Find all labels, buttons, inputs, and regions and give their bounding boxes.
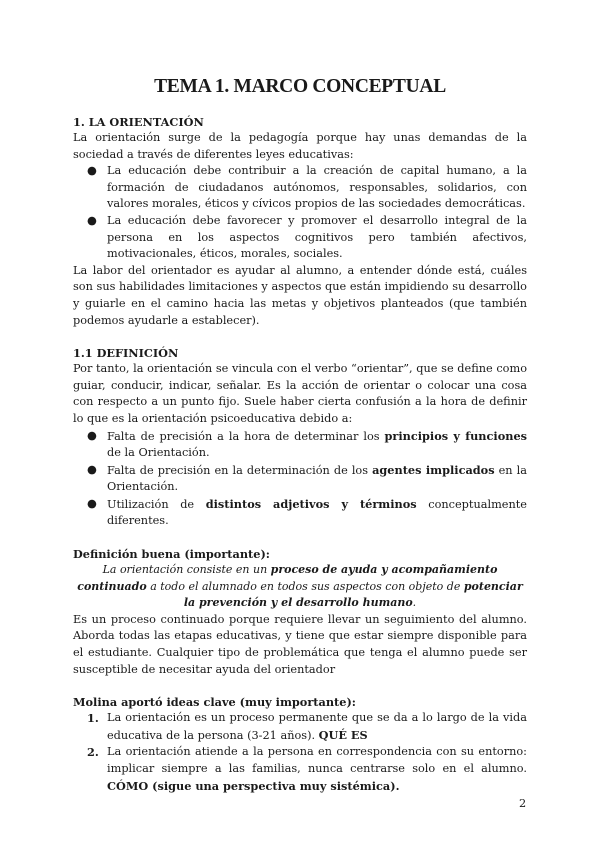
bullet-icon: ●	[87, 462, 97, 476]
bullet-icon: ●	[87, 213, 97, 227]
list-item: ● Falta de precisión a la hora de determinar los principios y funciones de la Orientación.	[87, 428, 527, 460]
bullet-list-confusion	[73, 428, 527, 531]
bullet-list-educacion	[73, 163, 527, 263]
paragraph-labor-orientador: La labor del orientador es ayudar al alumno, a entender dónde está, cuáles son sus habilidades limitaciones y aspectos que están impidiendo su desarrollo y guiarle en el camino hacia las metas y objetivos planteados (que también podemos ayudarle a establecer).	[73, 263, 527, 327]
page-number: 2	[519, 797, 527, 810]
paragraph-proceso-continuado: Es un proceso continuado porque requiere llevar un seguimiento del alumno. Aborda todas las etapas educativas, y tiene que estar siempre disponible para el estudiante. Cualquier tipo de problemática que tenga el alumno puede ser susceptible de necesitar ayuda del orientador	[73, 612, 527, 676]
section-heading-orientacion: 1. LA ORIENTACIÓN	[73, 115, 204, 129]
list-item: 1. La orientación es un proceso permanente que se da a lo largo de la vida educativa de la persona (3-21 años). QUÉ ES	[87, 711, 527, 742]
definition-quote: La orientación consiste en un proceso de ayuda y acompañamiento continuado a todo el alumnado en todos sus aspectos con objeto de potenciar la prevención y el desarrollo humano.	[77, 563, 523, 610]
molina-heading: Molina aportó ideas clave (muy importante):	[73, 695, 356, 710]
page-title: TEMA 1. MARCO CONCEPTUAL	[154, 76, 446, 97]
list-item: 2. La orientación atiende a la persona en correspondencia con su entorno: implicar siempre a las familias, nunca centrarse solo en el alumno. CÓMO (sigue una perspectiva muy sistémica).	[87, 745, 527, 793]
numbered-list-molina	[73, 710, 527, 795]
paragraph-definicion-intro: Por tanto, la orientación se vincula con el verbo “orientar”, que se define como guiar, conducir, indicar, señalar. Es la acción de orientar o colocar una cosa con respecto a un punto fijo. Suele haber cierta confusión a la hora de definir lo que es la orientación psicoeducativa debido a:	[73, 362, 527, 425]
list-item: ● Falta de precisión en la determinación de los agentes implicados en la Orientación.	[87, 462, 527, 494]
bullet-icon: ●	[87, 428, 97, 442]
section-heading-definicion: 1.1 DEFINICIÓN	[73, 346, 179, 361]
list-item: ● Utilización de distintos adjetivos y términos conceptualmente diferentes.	[87, 496, 527, 528]
definition-heading: Definición buena (importante):	[73, 547, 270, 562]
list-item: ● La educación debe contribuir a la creación de capital humano, a la formación de ciudadanos autónomos, responsables, solidarios, con valores morales, éticos y cívicos propios de las sociedades democráticas.	[87, 164, 527, 211]
list-item: ● La educación debe favorecer y promover el desarrollo integral de la persona en los aspectos cognitivos pero también afectivos, motivacionales, éticos, morales, sociales.	[87, 213, 527, 261]
paragraph-intro: La orientación surge de la pedagogía porque hay unas demandas de la sociedad a través de diferentes leyes educativas:	[73, 131, 527, 161]
bullet-icon: ●	[87, 164, 97, 178]
bullet-icon: ●	[87, 496, 97, 510]
document-page	[73, 0, 527, 795]
